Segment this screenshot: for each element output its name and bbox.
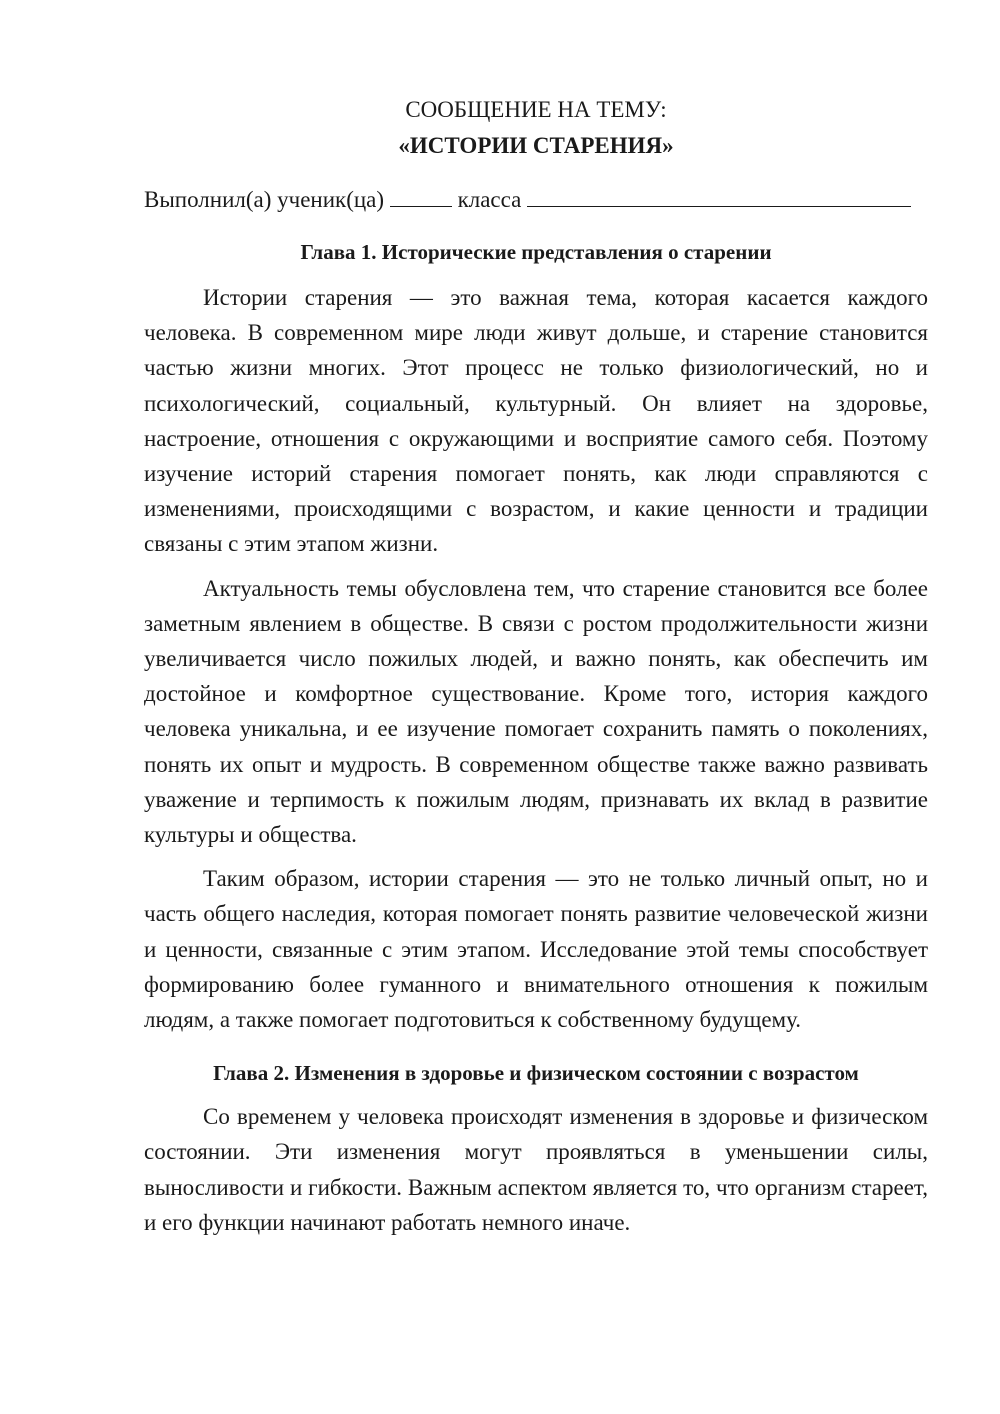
paragraph: Со временем у человека происходят изменения в здоровье и физическом состоянии. Эти изменения могут проявляться в уменьшении силы, выносливости и гибкости. Важным аспектом является то, что организм стареет, и его функции начинают работать немного иначе.: [144, 1104, 928, 1235]
paragraph: Истории старения — это важная тема, которая касается каждого человека. В современном мире люди живут дольше, и старение становится частью жизни многих. Этот процесс не только физиологический, но и психологический, социальный, культурный. Он влияет на здоровье, настроение, отношения с окружающими и восприятие самого себя. Поэтому изучение историй старения помогает понять, как люди справляются с изменениями, происходящими с возрастом, и какие ценности и традиции связаны с этим этапом жизни.: [144, 285, 928, 557]
chapter-title: Глава 1. Исторические представления о старении: [300, 240, 772, 264]
document-heading: СООБЩЕНИЕ НА ТЕМУ:: [405, 97, 667, 122]
author-line: [144, 182, 928, 218]
document-title: «ИСТОРИИ СТАРЕНИЯ»: [398, 133, 674, 158]
student-name-blank: [527, 186, 911, 207]
paragraph: Актуальность темы обусловлена тем, что старение становится все более заметным явлением в обществе. В связи с ростом продолжительности жизни увеличивается число пожилых людей, и важно понять, как обеспечить им достойное и комфортное существование. Кроме того, история каждого человека уникальна, и ее изучение помогает сохранить память о поколениях, понять их опыт и мудрость. В современном обществе также важно развивать уважение и терпимость к пожилым людям, признавать их вклад в развитие культуры и общества.: [144, 575, 928, 848]
document-page: [144, 92, 928, 1240]
class-label: класса: [457, 187, 522, 212]
chapter-2: [144, 1055, 928, 1240]
author-label: Выполнил(а) ученик(ца): [144, 187, 385, 212]
paragraph: Таким образом, истории старения — это не только личный опыт, но и часть общего наследия, которая помогает понять развитие человеческой жизни и ценности, связанные с этим этапом. Исследование этой темы способствует формированию более гуманного и внимательного отношения к пожилым людям, а также помогает подготовиться к собственному будущему.: [144, 866, 928, 1033]
class-number-blank: [390, 186, 452, 207]
chapter-title: Глава 2. Изменения в здоровье и физическом состоянии с возрастом: [213, 1061, 859, 1086]
chapter-1: [144, 234, 928, 1037]
